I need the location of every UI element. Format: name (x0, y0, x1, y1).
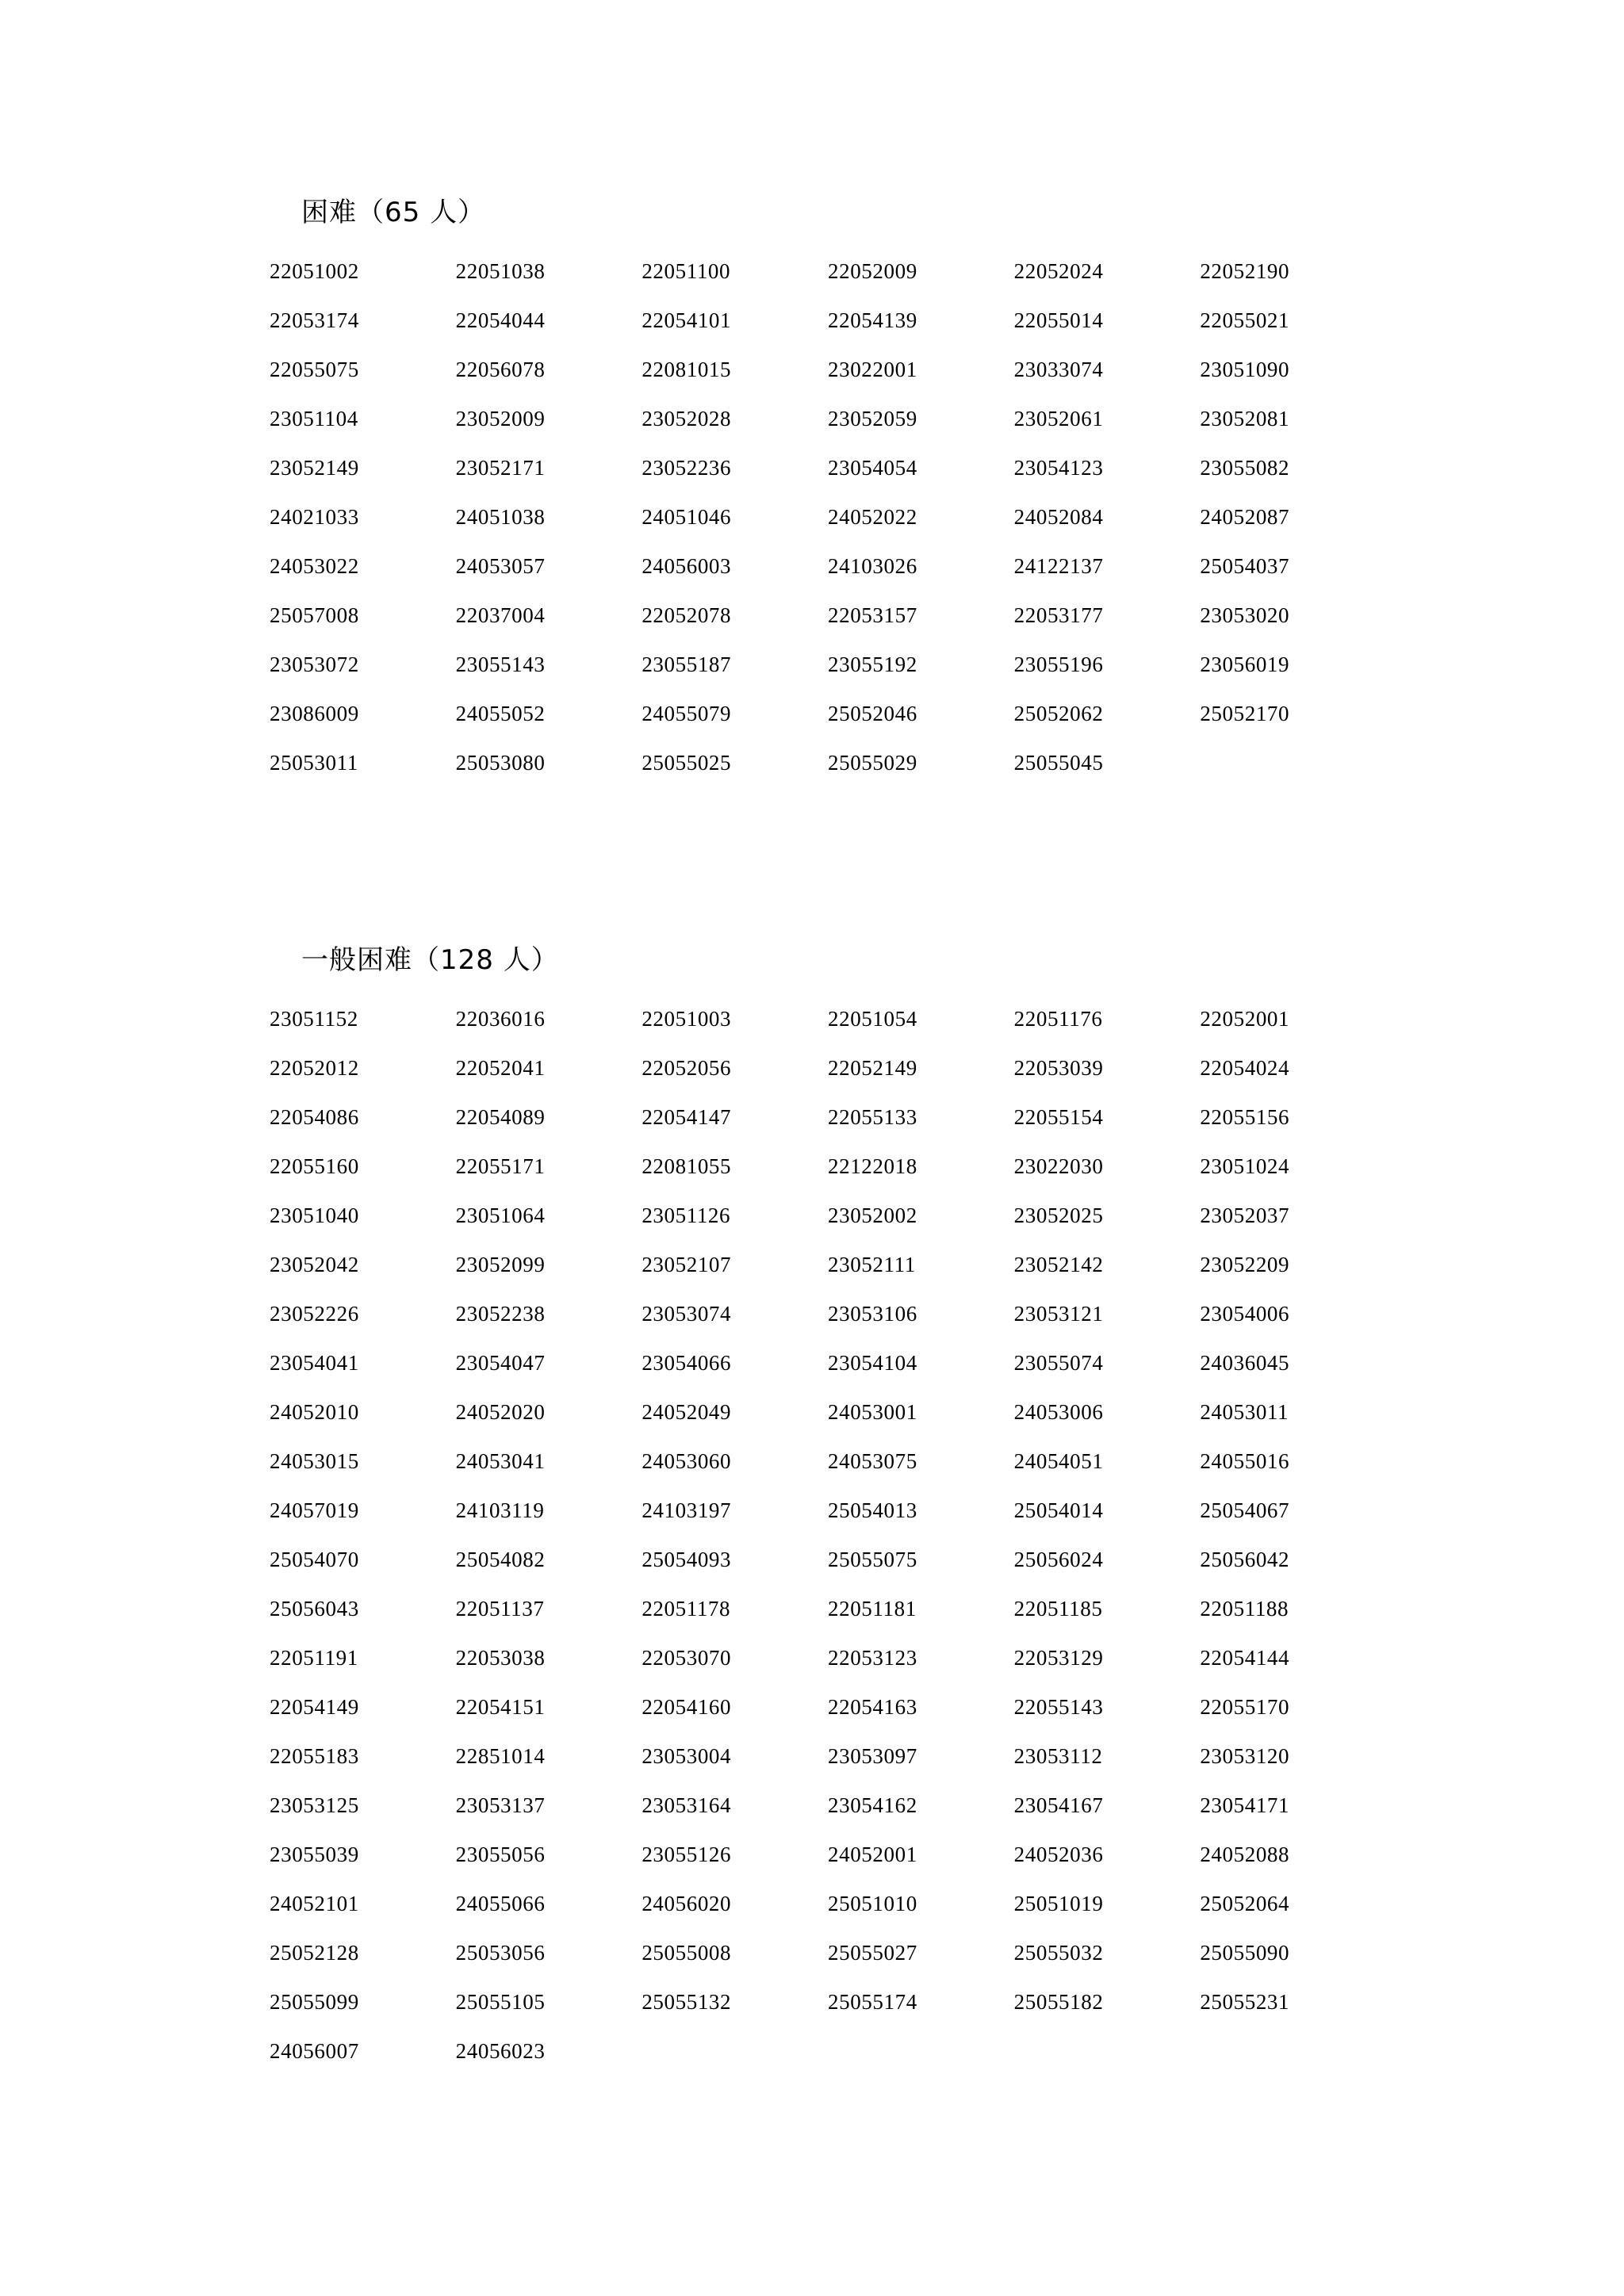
student-id-cell: 25055008 (642, 1941, 732, 1965)
student-id-cell: 24052087 (1200, 505, 1290, 529)
student-id-cell: 23051126 (642, 1203, 731, 1227)
student-id-cell: 23033074 (1013, 358, 1104, 381)
student-id-cell: 22053038 (455, 1646, 546, 1670)
student-id-cell: 23052042 (270, 1253, 359, 1276)
student-id-cell: 23051152 (270, 1007, 358, 1031)
student-id-cell: 25051019 (1013, 1892, 1104, 1915)
student-id-cell: 25056042 (1200, 1548, 1290, 1571)
student-id-cell: 25055105 (455, 1990, 546, 2014)
student-id-cell: 22055156 (1200, 1105, 1290, 1129)
student-id-cell: 22052024 (1013, 259, 1104, 283)
student-id-cell: 22056078 (455, 358, 546, 381)
student-id-cell: 23052226 (270, 1302, 359, 1326)
student-id-cell: 22051100 (642, 259, 731, 283)
student-id-cell: 23052209 (1200, 1253, 1290, 1276)
student-id-cell: 23053137 (455, 1793, 546, 1817)
student-id-cell: 22051185 (1013, 1597, 1103, 1621)
student-id-cell: 23054123 (1013, 456, 1104, 480)
student-id-cell: 22051137 (455, 1597, 545, 1621)
student-id-cell: 23022001 (828, 358, 917, 381)
student-id-cell: 22051188 (1200, 1597, 1289, 1621)
student-id-cell: 25055182 (1013, 1990, 1104, 2014)
student-id-cell: 22052190 (1200, 259, 1290, 283)
student-id-cell: 24052049 (642, 1400, 732, 1424)
student-id-cell: 24055079 (642, 702, 732, 725)
student-id-cell: 25055099 (270, 1990, 359, 2014)
student-id-cell: 22054089 (455, 1105, 546, 1129)
student-id-cell: 22051181 (828, 1597, 917, 1621)
student-id-cell: 25055027 (828, 1941, 917, 1965)
student-id-cell: 23055082 (1200, 456, 1290, 480)
student-id-cell: 22055075 (270, 358, 359, 381)
student-id-cell: 25055090 (1200, 1941, 1290, 1965)
student-id-cell: 24057019 (270, 1498, 359, 1522)
student-id-cell: 23051104 (270, 407, 358, 430)
student-id-cell: 25052128 (270, 1941, 359, 1965)
student-id-cell: 22051178 (642, 1597, 731, 1621)
student-id-cell: 23052142 (1013, 1253, 1104, 1276)
student-id-cell: 23052238 (455, 1302, 546, 1326)
student-id-cell: 25054037 (1200, 554, 1290, 578)
student-id-cell: 22053157 (828, 603, 917, 627)
student-id-cell: 25055029 (828, 751, 917, 775)
student-id-cell: 25056043 (270, 1597, 359, 1621)
student-id-cell: 25052046 (828, 702, 917, 725)
student-id-cell: 23053164 (642, 1793, 732, 1817)
student-id-cell: 23053120 (1200, 1744, 1290, 1768)
student-id-cell: 23053112 (1013, 1744, 1103, 1768)
student-id-cell: 25055075 (828, 1548, 917, 1571)
student-id-cell: 24056007 (270, 2039, 359, 2063)
student-id-cell: 23055126 (642, 1843, 732, 1866)
student-id-cell: 23054041 (270, 1351, 359, 1375)
student-id-cell: 23022030 (1013, 1154, 1104, 1178)
student-id-cell: 23052061 (1013, 407, 1104, 430)
id-grid-difficult (270, 247, 1386, 787)
student-id-cell: 23052236 (642, 456, 732, 480)
student-id-cell: 22051003 (642, 1007, 732, 1031)
student-id-cell: 25054013 (828, 1498, 917, 1522)
student-id-cell: 23053106 (828, 1302, 917, 1326)
student-id-cell: 22054044 (455, 308, 546, 332)
student-id-cell: 22051054 (828, 1007, 917, 1031)
student-id-cell: 23053097 (828, 1744, 917, 1768)
student-id-cell: 22054163 (828, 1695, 917, 1719)
student-id-cell: 22055154 (1013, 1105, 1104, 1129)
student-id-cell: 23052009 (455, 407, 546, 430)
student-id-cell: 23051024 (1200, 1154, 1290, 1178)
student-id-cell: 22037004 (455, 603, 546, 627)
student-id-cell: 24103026 (828, 554, 917, 578)
student-id-cell: 22036016 (455, 1007, 546, 1031)
student-id-cell: 24051038 (455, 505, 546, 529)
student-id-cell: 25055032 (1013, 1941, 1104, 1965)
student-id-cell: 22052001 (1200, 1007, 1290, 1031)
student-id-cell: 23054054 (828, 456, 917, 480)
student-id-cell: 23052037 (1200, 1203, 1290, 1227)
student-id-cell: 25051010 (828, 1892, 917, 1915)
student-id-cell: 22122018 (828, 1154, 917, 1178)
student-id-cell: 23051064 (455, 1203, 546, 1227)
section-general-difficult (270, 938, 1386, 2076)
student-id-cell: 23052149 (270, 456, 359, 480)
student-id-cell: 24055016 (1200, 1449, 1290, 1473)
student-id-cell: 22054086 (270, 1105, 359, 1129)
student-id-cell: 24051046 (642, 505, 732, 529)
student-id-cell: 22054024 (1200, 1056, 1290, 1080)
student-id-cell: 25052170 (1200, 702, 1290, 725)
student-id-cell: 25052064 (1200, 1892, 1290, 1915)
student-id-cell: 23052171 (455, 456, 546, 480)
student-id-cell: 24052001 (828, 1843, 917, 1866)
student-id-cell: 25053011 (270, 751, 358, 775)
student-id-cell: 25054082 (455, 1548, 546, 1571)
student-id-cell: 25052062 (1013, 702, 1104, 725)
student-id-cell: 24053015 (270, 1449, 359, 1473)
student-id-cell: 23052028 (642, 407, 732, 430)
student-id-cell: 25054070 (270, 1548, 359, 1571)
student-id-cell: 23052081 (1200, 407, 1290, 430)
student-id-cell: 22051191 (270, 1646, 358, 1670)
student-id-cell: 24053060 (642, 1449, 732, 1473)
student-id-cell: 24053041 (455, 1449, 546, 1473)
student-id-cell: 24054051 (1013, 1449, 1104, 1473)
section-title-general-difficult: 一般困难（128 人） (301, 944, 559, 976)
student-id-cell: 25054093 (642, 1548, 732, 1571)
student-id-cell: 23053004 (642, 1744, 732, 1768)
student-id-cell: 25055132 (642, 1990, 732, 2014)
student-id-cell: 25053056 (455, 1941, 546, 1965)
student-id-cell: 24052010 (270, 1400, 359, 1424)
student-id-cell: 23051090 (1200, 358, 1290, 381)
student-id-cell: 23052107 (642, 1253, 732, 1276)
student-id-cell: 22052056 (642, 1056, 732, 1080)
student-id-cell: 24056020 (642, 1892, 732, 1915)
section-title-difficult: 困难（65 人） (301, 197, 486, 228)
student-id-cell: 23052111 (828, 1253, 916, 1276)
student-id-cell: 25054067 (1200, 1498, 1290, 1522)
student-id-cell: 25055025 (642, 751, 732, 775)
student-id-cell: 25055045 (1013, 751, 1104, 775)
student-id-cell: 22055133 (828, 1105, 917, 1129)
section-spacer (270, 867, 1386, 938)
student-id-cell: 24052101 (270, 1892, 359, 1915)
student-id-cell: 23053072 (270, 652, 359, 676)
student-id-cell: 23055039 (270, 1843, 359, 1866)
student-id-cell: 23054162 (828, 1793, 917, 1817)
student-id-cell: 22053129 (1013, 1646, 1104, 1670)
student-id-cell: 23052002 (828, 1203, 917, 1227)
student-id-cell: 24052020 (455, 1400, 546, 1424)
student-id-cell: 22055170 (1200, 1695, 1290, 1719)
id-grid-general-difficult (270, 994, 1386, 2076)
student-id-cell: 22851014 (455, 1744, 546, 1768)
student-id-cell: 24053022 (270, 554, 359, 578)
student-id-cell: 24055066 (455, 1892, 546, 1915)
student-id-cell: 22054139 (828, 308, 917, 332)
student-id-cell: 24103119 (455, 1498, 545, 1522)
student-id-cell: 23054066 (642, 1351, 732, 1375)
student-id-cell: 22053123 (828, 1646, 917, 1670)
student-id-cell: 23054171 (1200, 1793, 1290, 1817)
student-id-cell: 22054151 (455, 1695, 546, 1719)
student-id-cell: 22054101 (642, 308, 732, 332)
student-id-cell: 22055160 (270, 1154, 359, 1178)
student-id-cell: 24053057 (455, 554, 546, 578)
student-id-cell: 23086009 (270, 702, 359, 725)
student-id-cell: 22053070 (642, 1646, 732, 1670)
student-id-cell: 23053020 (1200, 603, 1290, 627)
student-id-cell: 22053177 (1013, 603, 1104, 627)
student-id-cell: 23055196 (1013, 652, 1104, 676)
student-id-cell: 25057008 (270, 603, 359, 627)
student-id-cell: 23054104 (828, 1351, 917, 1375)
student-id-cell: 22054144 (1200, 1646, 1290, 1670)
student-id-cell: 22055014 (1013, 308, 1104, 332)
student-id-cell: 22053039 (1013, 1056, 1104, 1080)
student-id-cell: 22055021 (1200, 308, 1290, 332)
student-id-cell: 24053001 (828, 1400, 917, 1424)
student-id-cell: 24052022 (828, 505, 917, 529)
student-id-cell: 23054167 (1013, 1793, 1104, 1817)
section-difficult (270, 190, 1386, 787)
student-id-cell: 22052078 (642, 603, 732, 627)
student-id-cell: 22081015 (642, 358, 732, 381)
student-id-cell: 23054047 (455, 1351, 546, 1375)
student-id-cell: 22051176 (1013, 1007, 1103, 1031)
student-id-cell: 22052149 (828, 1056, 917, 1080)
student-id-cell: 23056019 (1200, 652, 1290, 676)
student-id-cell: 24056023 (455, 2039, 546, 2063)
student-id-cell: 22055143 (1013, 1695, 1104, 1719)
student-id-cell: 25055174 (828, 1990, 917, 2014)
student-id-cell: 24021033 (270, 505, 359, 529)
student-id-cell: 22051002 (270, 259, 359, 283)
student-id-cell: 23055143 (455, 652, 546, 676)
student-id-cell: 22052012 (270, 1056, 359, 1080)
student-id-cell: 23055192 (828, 652, 917, 676)
student-id-cell: 24055052 (455, 702, 546, 725)
student-id-cell: 22052041 (455, 1056, 546, 1080)
student-id-cell: 23054006 (1200, 1302, 1290, 1326)
student-id-cell: 22053174 (270, 308, 359, 332)
student-id-cell: 24052088 (1200, 1843, 1290, 1866)
student-id-cell: 25053080 (455, 751, 546, 775)
student-id-cell: 24052084 (1013, 505, 1104, 529)
student-id-cell: 23053121 (1013, 1302, 1104, 1326)
student-id-cell: 23051040 (270, 1203, 359, 1227)
student-id-cell: 24053006 (1013, 1400, 1104, 1424)
student-id-cell: 22054160 (642, 1695, 732, 1719)
student-id-cell: 22054149 (270, 1695, 359, 1719)
student-id-cell: 24056003 (642, 554, 732, 578)
student-id-cell: 24053011 (1200, 1400, 1289, 1424)
student-id-cell: 22055171 (455, 1154, 546, 1178)
student-id-cell: 24053075 (828, 1449, 917, 1473)
student-id-cell: 23053125 (270, 1793, 359, 1817)
student-id-cell: 23053074 (642, 1302, 732, 1326)
student-id-cell: 23052059 (828, 407, 917, 430)
student-id-cell: 22081055 (642, 1154, 732, 1178)
student-id-cell: 25055231 (1200, 1990, 1290, 2014)
student-id-cell: 24036045 (1200, 1351, 1290, 1375)
student-id-cell: 24122137 (1013, 554, 1104, 578)
student-id-cell: 23052025 (1013, 1203, 1104, 1227)
student-id-cell: 23055187 (642, 652, 732, 676)
student-id-cell: 22054147 (642, 1105, 732, 1129)
student-id-cell: 23055074 (1013, 1351, 1104, 1375)
student-id-cell: 23052099 (455, 1253, 546, 1276)
student-id-cell: 25056024 (1013, 1548, 1104, 1571)
student-id-cell: 22055183 (270, 1744, 359, 1768)
student-id-cell: 22051038 (455, 259, 546, 283)
student-id-cell: 22052009 (828, 259, 917, 283)
student-id-cell: 25054014 (1013, 1498, 1104, 1522)
student-id-cell: 24052036 (1013, 1843, 1104, 1866)
student-id-cell: 23055056 (455, 1843, 546, 1866)
student-id-cell: 24103197 (642, 1498, 732, 1522)
